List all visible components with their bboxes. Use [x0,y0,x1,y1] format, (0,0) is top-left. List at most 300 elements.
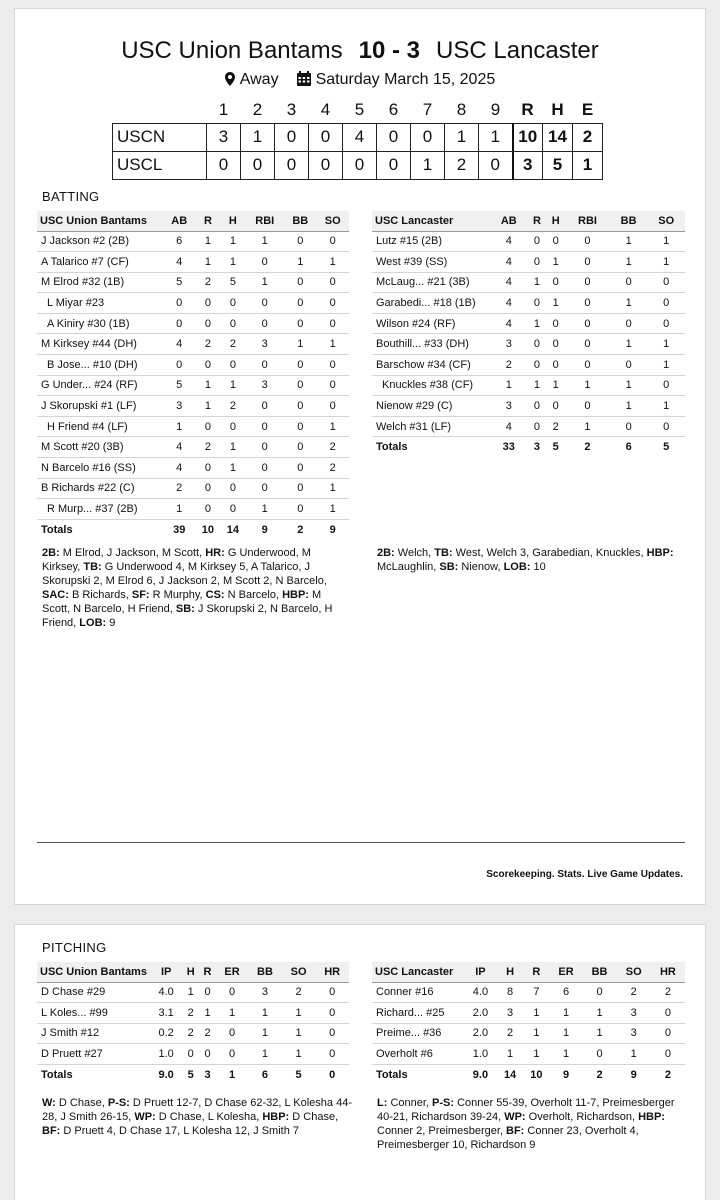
stat-cell: 2.0 [464,1023,497,1044]
game-date: Saturday March 15, 2025 [315,71,496,88]
stat-cell: 0 [565,293,610,314]
note-value: G Underwood, M Kirksey, [42,547,311,573]
batting-section-title: BATTING [42,189,100,204]
total-cell: 9.0 [472,1068,489,1081]
total-cell: 2 [297,523,304,536]
stat-cell: 0 [163,293,195,314]
stat-cell: 1 [245,272,284,293]
stat-cell: 2 [546,416,565,437]
linescore-table [112,97,603,180]
note-label: HBP: [262,1111,293,1123]
stat-cell: 1 [284,334,316,355]
total-cell: 9.0 [158,1068,174,1081]
player-name: B Richards #22 (C) [37,478,163,499]
note-value: D Chase, [292,1111,339,1123]
player-row [372,355,685,376]
column-header: ER [550,962,583,982]
column-header: AB [163,211,195,231]
player-name: McLaug... #21 (3B) [372,272,490,293]
inning-score: 3 [207,123,241,151]
note-value: N Barcelo, [227,589,283,601]
stat-cell: 3 [248,982,282,1003]
runs-header: R [521,99,534,119]
stat-cell: 1 [316,252,349,273]
note-label: BF: [506,1125,528,1137]
inning-score: 0 [207,151,241,179]
stat-cell: 0 [647,313,685,334]
stat-cell: 4 [490,416,528,437]
total-cell: 10 [201,523,215,536]
player-row [372,231,685,252]
column-header: ER [216,962,248,982]
away-batting-table [372,211,685,458]
totals-row [372,437,685,458]
stat-cell: 1 [546,375,565,396]
stat-cell: 0 [528,334,547,355]
stat-cell: 1 [550,1023,583,1044]
total-cell: 9 [261,523,268,536]
inning-score: 4 [343,123,377,151]
player-row [372,313,685,334]
player-name: Overholt #6 [372,1044,464,1065]
stat-cell: 1 [582,1003,616,1024]
stat-cell: 1 [647,355,685,376]
note-label: BF: [42,1125,64,1137]
stat-cell: 3 [163,396,195,417]
stat-cell: 1 [163,416,195,437]
note-label: HBP: [282,589,313,601]
stat-cell: 0 [284,355,316,376]
total-cell: 5 [295,1068,302,1081]
stat-cell: 1 [582,1023,616,1044]
stat-cell: 0 [610,416,648,437]
note-label: W: [42,1097,59,1109]
stat-cell: 1 [220,231,245,252]
note-value: D Chase, [58,1097,108,1109]
box-score-card [14,8,706,905]
column-header: H [546,211,565,231]
stat-cell: 1 [617,1044,651,1065]
total-cell: 14 [226,523,240,536]
stat-cell: 0 [647,416,685,437]
home-batting-table [37,211,349,540]
stat-cell: 0 [220,499,245,520]
inning-header: 6 [388,99,399,119]
stat-cell: 1 [316,499,349,520]
total-cell: 0 [329,1068,336,1081]
stat-cell: 1 [610,252,648,273]
inning-header: 9 [490,99,501,119]
player-row [372,416,685,437]
stat-cell: 2 [497,1023,523,1044]
total-cell: 9 [562,1068,570,1081]
player-row [37,1044,349,1065]
stat-cell: 0 [245,437,284,458]
away-batting-notes [377,546,687,574]
note-label: SB: [175,603,198,615]
stat-cell: 1 [316,416,349,437]
stat-cell: 2 [220,334,245,355]
total-cell: 5 [663,441,670,454]
inning-score: 0 [275,123,309,151]
inning-header: 2 [252,99,263,119]
stat-cell: 4 [490,231,528,252]
total-cell: 9 [329,523,336,536]
column-header: BB [610,211,648,231]
column-header: SO [647,211,685,231]
stat-cell: 2 [316,437,349,458]
player-row [37,396,349,417]
stat-cell: 0 [216,982,248,1003]
stat-cell: 0 [195,458,220,479]
note-value: Nienow, [461,561,504,573]
stat-cell: 3 [490,334,528,355]
total-cell: 3 [533,441,540,454]
note-label: SB: [439,561,462,573]
note-label: 2B: [377,547,398,559]
note-value: Conner, [390,1097,433,1109]
player-name: D Pruett #27 [37,1044,150,1065]
stat-cell: 1 [284,252,316,273]
stat-cell: 0 [316,355,349,376]
note-value: Conner 2, Preimesberger, [377,1125,507,1137]
stat-cell: 0 [565,334,610,355]
stat-cell: 0 [199,982,216,1003]
stat-cell: 0 [528,252,547,273]
inning-header: 1 [218,99,229,119]
pitching-section-title: PITCHING [42,940,107,955]
stat-cell: 0 [284,272,316,293]
player-name: L Miyar #23 [37,293,163,314]
player-name: Wilson #24 (RF) [372,313,490,334]
player-name: D Chase #29 [37,982,150,1003]
linescore-team: USCN [113,123,207,151]
stat-cell: 1 [565,416,610,437]
stat-cell: 1 [550,1003,583,1024]
inning-score: 1 [411,151,445,179]
stat-cell: 0 [163,355,195,376]
note-label: LOB: [79,617,110,629]
player-name: Lutz #15 (2B) [372,231,490,252]
player-row [372,252,685,273]
linescore-row [113,123,603,151]
stat-cell: 1 [220,458,245,479]
stat-cell: 0 [245,458,284,479]
stat-cell: 1 [610,293,648,314]
stat-cell: 2 [195,272,220,293]
column-header: H [220,211,245,231]
stat-cell: 0 [315,1044,349,1065]
stat-cell: 0 [546,313,565,334]
stat-cell: 0 [582,982,616,1003]
away-pitching-notes [377,1096,689,1152]
stat-cell: 1 [610,396,648,417]
inning-score: 0 [411,123,445,151]
rhe-total: 2 [573,123,603,151]
inning-score: 0 [377,151,411,179]
stat-cell: 6 [163,231,195,252]
stat-cell: 1 [647,252,685,273]
column-header: H [182,962,199,982]
stat-cell: 0 [565,396,610,417]
stat-cell: 1 [195,231,220,252]
inning-header: 8 [456,99,467,119]
player-name: A Talarico #7 (CF) [37,252,163,273]
stat-cell: 0 [284,437,316,458]
inning-score: 2 [445,151,479,179]
player-row [37,313,349,334]
rhe-total: 14 [543,123,573,151]
stat-cell: 4 [163,437,195,458]
stat-cell: 0 [182,1044,199,1065]
note-label: TB: [434,547,456,559]
stat-cell: 1 [248,1023,282,1044]
player-row [37,334,349,355]
totals-row [372,1064,685,1085]
stat-cell: 0 [582,1044,616,1065]
player-row [37,499,349,520]
column-header: BB [582,962,616,982]
player-row [37,437,349,458]
note-value: M Elrod, J Jackson, M Scott, [62,547,206,559]
stat-cell: 0 [195,416,220,437]
stat-cell: 2 [195,437,220,458]
note-value: 9 [109,617,116,629]
stat-cell: 0 [220,293,245,314]
stat-cell: 1 [610,375,648,396]
stat-cell: 0 [284,313,316,334]
stat-cell: 1 [523,1044,549,1065]
stat-cell: 1 [528,313,547,334]
player-name: M Kirksey #44 (DH) [37,334,163,355]
totals-row [37,519,349,540]
stat-cell: 0 [245,416,284,437]
totals-label: Totals [376,1068,408,1081]
total-cell: 6 [625,441,632,454]
stat-cell: 0 [565,252,610,273]
stat-cell: 4.0 [464,982,497,1003]
calendar-icon [297,71,311,91]
stat-cell: 1 [550,1044,583,1065]
stat-cell: 3 [617,1023,651,1044]
errors-header: E [581,99,594,119]
stat-cell: 1 [528,375,547,396]
player-name: R Murp... #37 (2B) [37,499,163,520]
stat-cell: 1 [195,252,220,273]
total-cell: 5 [552,441,559,454]
stat-cell: 0 [546,396,565,417]
column-header: SO [282,962,316,982]
game-info [15,71,705,91]
stat-cell: 4 [163,252,195,273]
stat-cell: 0 [316,313,349,334]
total-cell: 9 [630,1068,637,1081]
stat-cell: 0 [528,396,547,417]
total-cell: 3 [204,1068,211,1081]
note-label: P-S: [432,1097,458,1109]
hits-header: H [551,99,564,119]
stat-cell: 5 [163,375,195,396]
team-header: USC Union Bantams [37,962,150,982]
stat-cell: 0 [284,231,316,252]
stat-cell: 0 [245,313,284,334]
stat-cell: 1 [546,293,565,314]
stat-cell: 0 [284,416,316,437]
inning-score: 0 [343,151,377,179]
player-name: West #39 (SS) [372,252,490,273]
stat-cell: 0 [651,1023,685,1044]
totals-label: Totals [41,523,73,536]
player-name: J Skorupski #1 (LF) [37,396,163,417]
player-row [37,375,349,396]
stat-cell: 1 [610,231,648,252]
stat-cell: 3 [245,334,284,355]
player-name: Barschow #34 (CF) [372,355,490,376]
player-row [37,252,349,273]
game-title [15,37,705,65]
home-pitching-table [37,962,349,1085]
stat-cell: 0 [315,982,349,1003]
inning-score: 0 [309,123,343,151]
inning-score: 0 [309,151,343,179]
stat-cell: 2 [490,355,528,376]
pitching-card [14,924,706,1200]
stat-cell: 0 [245,396,284,417]
stat-cell: 1 [497,1044,523,1065]
player-row [37,231,349,252]
stat-cell: 0 [647,293,685,314]
stat-cell: 1 [647,396,685,417]
note-label: P-S: [107,1097,133,1109]
note-label: HR: [205,547,228,559]
team-header: USC Lancaster [372,211,490,231]
away-team-name: USC Lancaster [436,37,599,64]
player-row [372,1044,685,1065]
divider [37,842,685,843]
column-header: IP [464,962,497,982]
team-header: USC Lancaster [372,962,464,982]
stat-cell: 0 [610,313,648,334]
stat-cell: 8 [497,982,523,1003]
note-value: D Chase, L Kolesha, [158,1111,263,1123]
stat-cell: 3.1 [150,1003,182,1024]
stat-cell: 0 [316,293,349,314]
note-value: D Pruett 4, D Chase 17, L Kolesha 12, J Smith 7 [63,1125,299,1137]
stat-cell: 0 [651,1003,685,1024]
stat-cell: 2 [651,982,685,1003]
column-header: RBI [245,211,284,231]
stat-cell: 1 [248,1044,282,1065]
inning-score: 0 [275,151,309,179]
stat-cell: 5 [220,272,245,293]
stat-cell: 2 [617,982,651,1003]
total-cell: 5 [187,1068,194,1081]
player-row [372,334,685,355]
inning-score: 1 [479,123,513,151]
player-name: M Scott #20 (3B) [37,437,163,458]
inning-score: 0 [479,151,513,179]
note-label: HBP: [638,1111,665,1123]
stat-cell: 1 [528,272,547,293]
player-name: B Jose... #10 (DH) [37,355,163,376]
stat-cell: 1 [282,1003,316,1024]
stat-cell: 0 [565,355,610,376]
player-row [37,293,349,314]
stat-cell: 3 [245,375,284,396]
stat-cell: 0 [195,293,220,314]
rhe-total: 3 [513,151,543,179]
stat-cell: 0 [245,252,284,273]
home-team-name: USC Union Bantams [121,37,343,64]
stat-cell: 0 [528,293,547,314]
note-value: Conner 55-39, Overholt 11-7, Preimesberger 40-21, Richardson 39-24, [377,1097,675,1123]
column-header: IP [150,962,182,982]
stat-cell: 0 [216,1044,248,1065]
stat-cell: 6 [550,982,583,1003]
stat-cell: 0 [163,313,195,334]
inning-score: 1 [445,123,479,151]
stat-cell: 0 [195,313,220,334]
stat-cell: 0 [220,416,245,437]
stat-cell: 0 [195,478,220,499]
note-label: CS: [205,589,228,601]
stat-cell: 1 [316,478,349,499]
player-row [37,355,349,376]
stat-cell: 0 [565,272,610,293]
column-header: R [195,211,220,231]
stat-cell: 1 [282,1044,316,1065]
stat-cell: 4 [163,334,195,355]
away-pitching-table [372,962,685,1085]
player-name: Knuckles #38 (CF) [372,375,490,396]
rhe-total: 1 [573,151,603,179]
player-row [37,1023,349,1044]
column-header: HR [315,962,349,982]
stat-cell: 0 [546,272,565,293]
stat-cell: 0 [220,355,245,376]
stat-cell: 0 [220,313,245,334]
stat-cell: 1 [216,1003,248,1024]
column-header: R [528,211,547,231]
player-name: Bouthill... #33 (DH) [372,334,490,355]
stat-cell: 1 [248,1003,282,1024]
stat-cell: 3 [617,1003,651,1024]
note-value: Welch, [397,547,435,559]
player-name: Garabedi... #18 (1B) [372,293,490,314]
total-cell: 6 [261,1068,269,1081]
player-name: J Jackson #2 (2B) [37,231,163,252]
player-row [37,272,349,293]
location-label: Away [239,71,279,88]
stat-cell: 1 [220,252,245,273]
note-label: TB: [83,561,105,573]
player-row [37,1003,349,1024]
stat-cell: 3 [490,396,528,417]
player-name: M Elrod #32 (1B) [37,272,163,293]
stat-cell: 2 [182,1023,199,1044]
stat-cell: 2 [163,478,195,499]
stat-cell: 0 [315,1023,349,1044]
inning-score: 0 [241,151,275,179]
note-value: Conner 23, Overholt 4, Preimesberger 10, Richardson 9 [377,1125,639,1151]
player-name: H Friend #4 (LF) [37,416,163,437]
final-score: 10 - 3 [358,37,421,64]
home-pitching-notes [42,1096,352,1138]
stat-cell: 2 [220,396,245,417]
stat-cell: 0 [284,499,316,520]
note-value: R Murphy, [152,589,206,601]
stat-cell: 0 [528,416,547,437]
